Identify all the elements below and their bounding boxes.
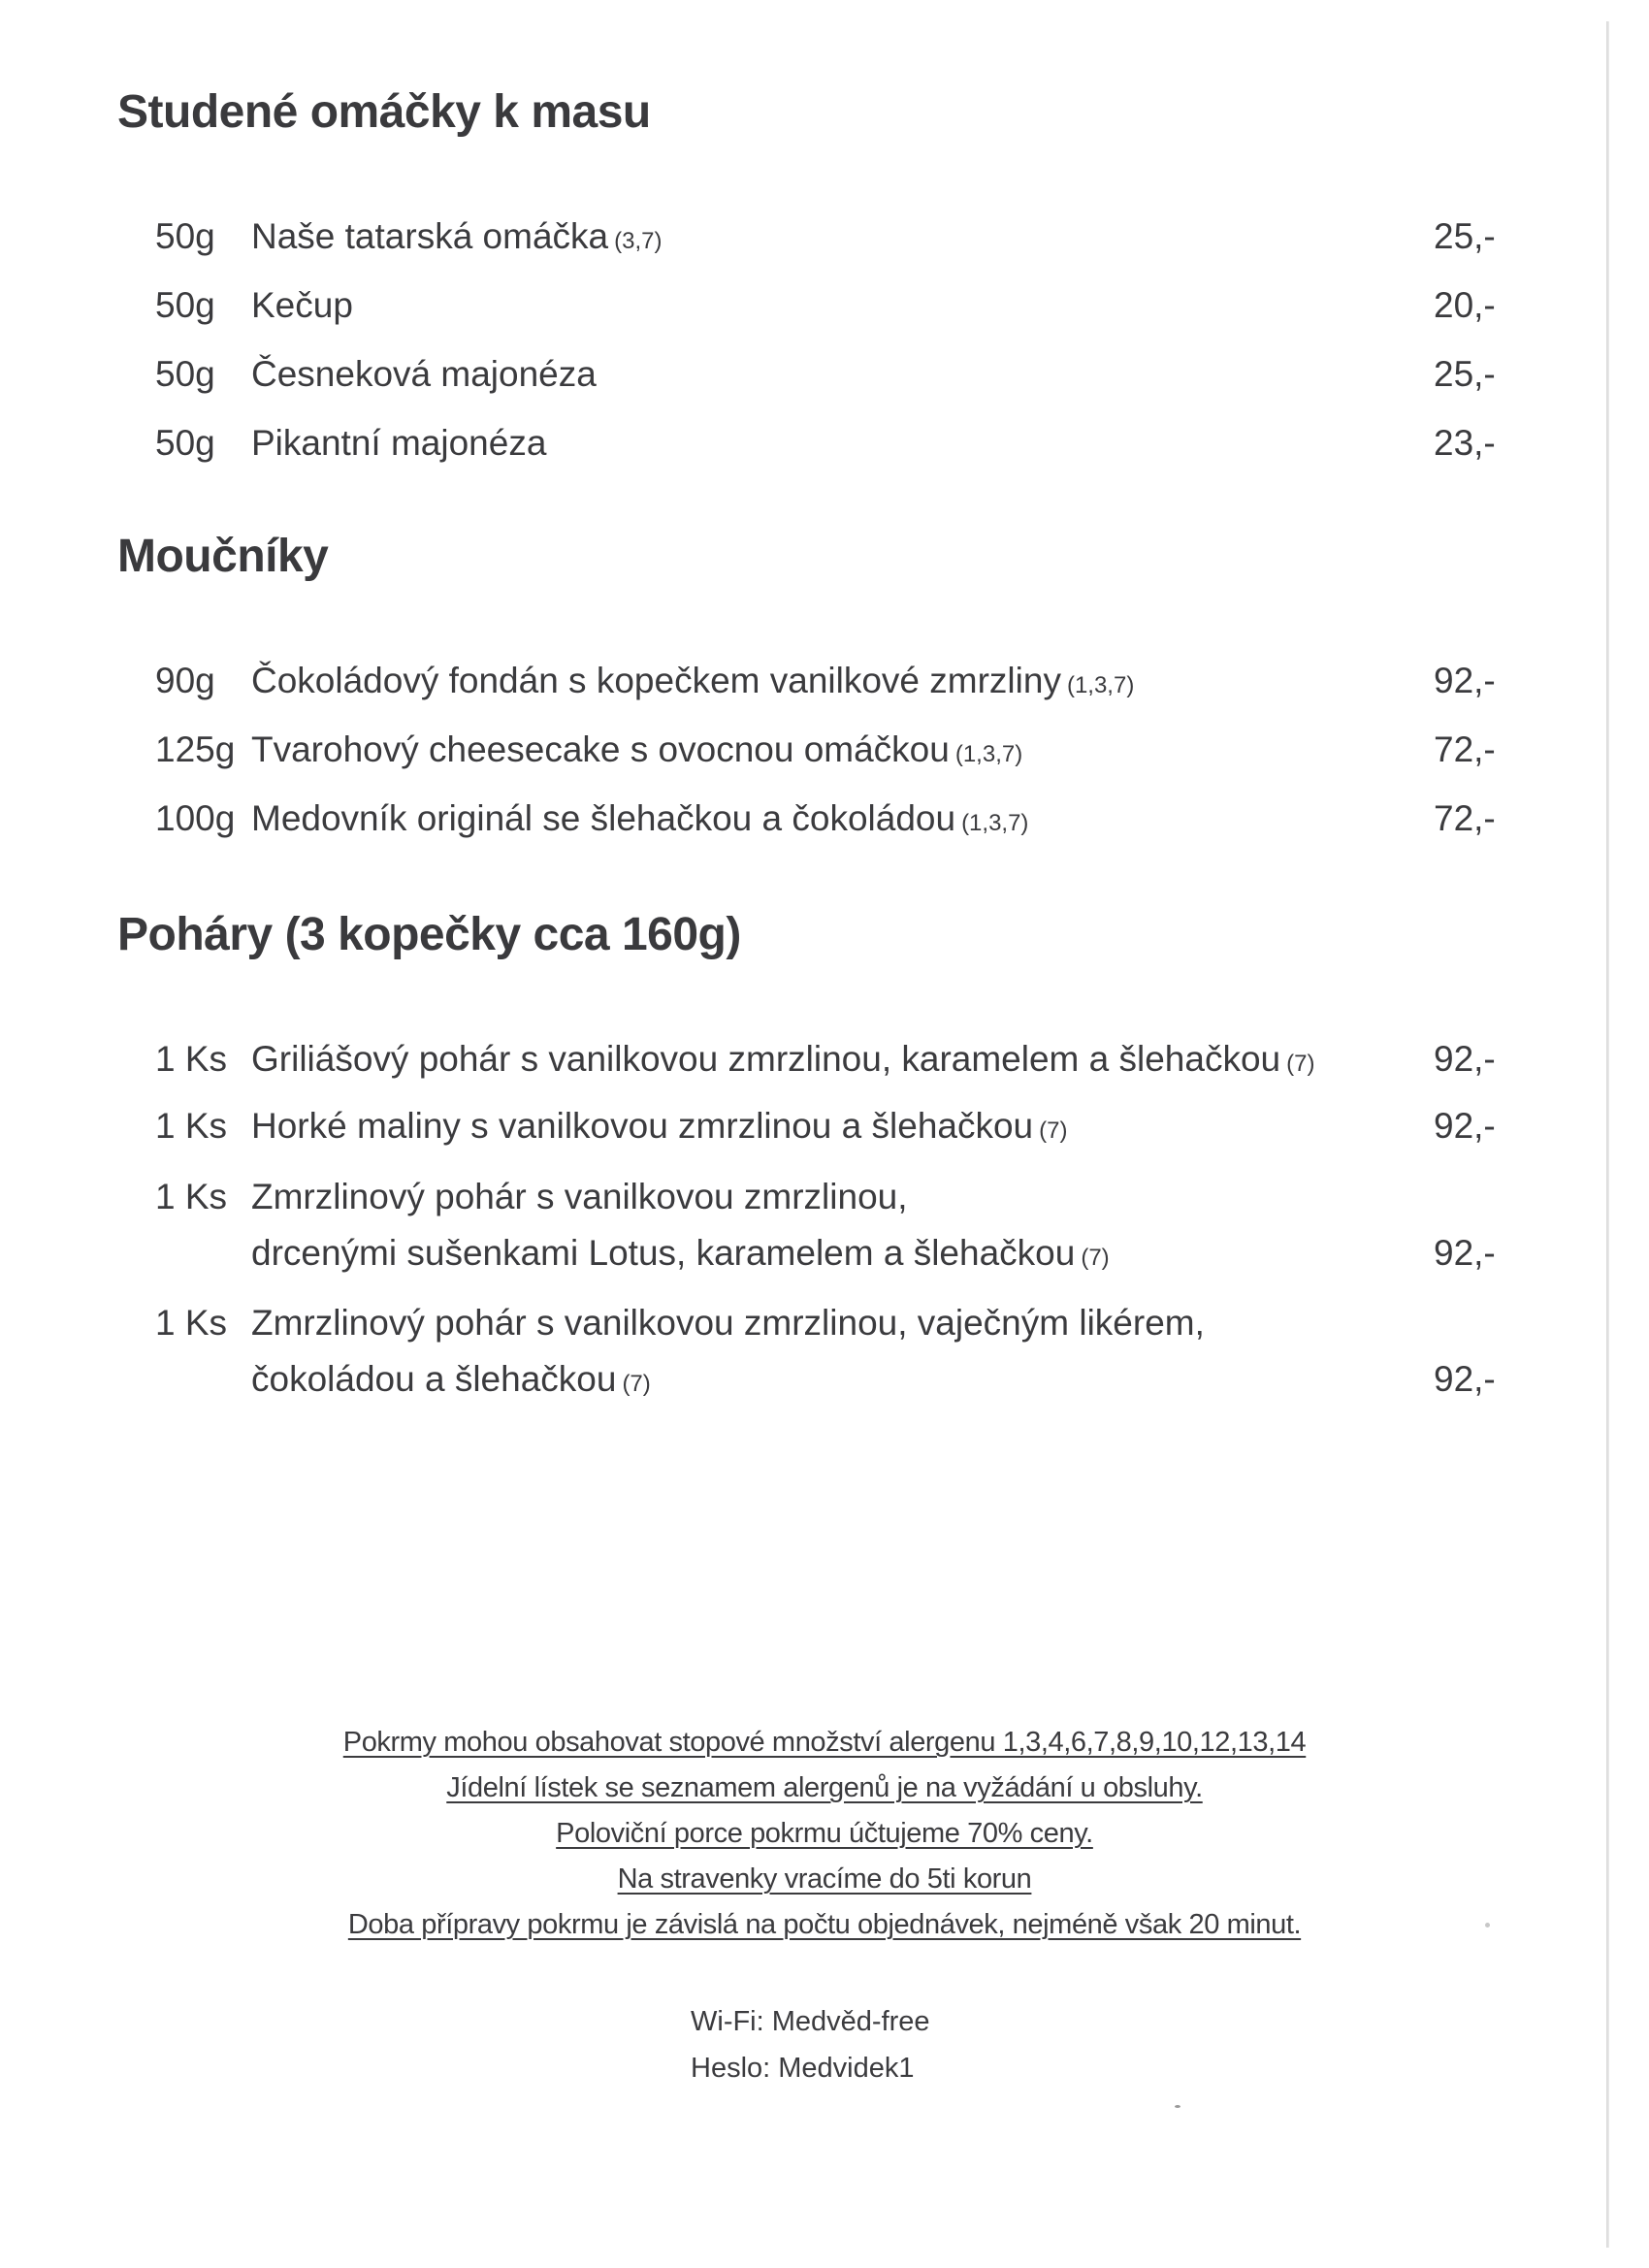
menu-item [0, 345, 1552, 404]
item-name-text: Tvarohový cheesecake s ovocnou omáčkou [251, 729, 950, 769]
item-name-text: Horké maliny s vanilkovou zmrzlinou a šlehačkou [251, 1106, 1034, 1146]
item-name-text: Čokoládový fondán s kopečkem vanilkové zmrzliny [251, 661, 1061, 700]
item-name: Pikantní majonéza [251, 423, 547, 463]
menu-item [0, 414, 1552, 472]
item-name-text: Medovník originál se šlehačkou a čokoládou [251, 798, 956, 838]
item-price: 20,- [1434, 285, 1496, 325]
item-price: 72,- [1434, 798, 1496, 838]
item-quantity: 50g [155, 423, 215, 463]
section-title-desserts: Moučníky [117, 531, 329, 582]
scan-speck [1485, 1923, 1490, 1928]
item-name: Zmrzlinový pohár s vanilkovou zmrzlinou, [251, 1177, 908, 1216]
wifi-password: Heslo: Medvidek1 [691, 2053, 915, 2084]
item-name-text: čokoládou a šlehačkou [251, 1359, 617, 1399]
wifi-network: Wi-Fi: Medvěd-free [691, 2006, 930, 2037]
note-allergens: Pokrmy mohou obsahovat stopové množství alergenu 1,3,4,6,7,8,9,10,12,13,14 [342, 1727, 1307, 1758]
item-name [251, 721, 1022, 784]
item-quantity: 1 Ks [155, 1303, 228, 1343]
item-allergens: (1,3,7) [961, 810, 1029, 836]
item-name: Zmrzlinový pohár s vanilkovou zmrzlinou, vaječným likérem, [251, 1303, 1205, 1343]
item-quantity: 1 Ks [155, 1039, 228, 1079]
item-price: 92,- [1434, 1359, 1496, 1399]
item-price: 92,- [1434, 661, 1496, 700]
menu-item [0, 1097, 1552, 1155]
item-price: 72,- [1434, 729, 1496, 769]
menu-item [0, 1294, 1552, 1409]
menu-item [0, 652, 1552, 710]
menu-item [0, 790, 1552, 848]
scan-speck [1175, 2105, 1180, 2108]
item-allergens: (7) [1081, 1245, 1110, 1271]
item-quantity: 50g [155, 216, 215, 256]
item-name: Kečup [251, 285, 353, 325]
section-title-cups: Poháry (3 kopečky cca 160g) [117, 909, 741, 960]
item-quantity: 50g [155, 285, 215, 325]
item-allergens: (3,7) [614, 228, 663, 254]
item-price: 92,- [1434, 1233, 1496, 1273]
item-price: 92,- [1434, 1106, 1496, 1146]
item-name-text: drcenými sušenkami Lotus, karamelem a šlehačkou [251, 1233, 1076, 1273]
item-price: 25,- [1434, 354, 1496, 394]
item-price: 25,- [1434, 216, 1496, 256]
item-name [251, 790, 1028, 853]
section-title-cold-sauces: Studené omáčky k masu [117, 86, 651, 138]
item-allergens: (7) [622, 1371, 651, 1397]
item-name [251, 652, 1134, 715]
item-name [251, 1097, 1067, 1160]
item-allergens: (7) [1039, 1118, 1068, 1144]
item-name [251, 1030, 1314, 1093]
footer-notes [0, 1720, 1649, 1948]
menu-item [0, 1030, 1552, 1088]
item-name-line2 [251, 1224, 1110, 1287]
menu-item [0, 276, 1552, 335]
item-allergens: (1,3,7) [1066, 672, 1135, 698]
item-quantity: 125g [155, 729, 236, 769]
item-price: 23,- [1434, 423, 1496, 463]
note-half-portion: Poloviční porce pokrmu účtujeme 70% ceny. [556, 1818, 1093, 1849]
item-allergens: (1,3,7) [954, 741, 1023, 767]
item-quantity: 100g [155, 798, 236, 838]
menu-item [0, 721, 1552, 779]
note-allergen-list: Jídelní lístek se seznamem alergenů je na vyžádání u obsluhy. [446, 1772, 1203, 1803]
item-quantity: 50g [155, 354, 215, 394]
note-preparation-time: Doba přípravy pokrmu je závislá na počtu objednávek, nejméně však 20 minut. [347, 1909, 1302, 1940]
item-name-text: Griliášový pohár s vanilkovou zmrzlinou, karamelem a šlehačkou [251, 1039, 1281, 1079]
item-quantity: 1 Ks [155, 1106, 228, 1146]
menu-item [0, 208, 1552, 266]
item-allergens: (7) [1286, 1051, 1315, 1077]
item-name [251, 208, 662, 271]
item-quantity: 90g [155, 661, 215, 700]
wifi-info [691, 1998, 930, 2091]
item-price: 92,- [1434, 1039, 1496, 1079]
item-name-text: Naše tatarská omáčka [251, 216, 609, 256]
item-quantity: 1 Ks [155, 1177, 228, 1216]
item-name: Česneková majonéza [251, 354, 597, 394]
menu-item [0, 1168, 1552, 1282]
item-name-line2 [251, 1350, 651, 1413]
note-meal-vouchers: Na stravenky vracíme do 5ti korun [617, 1863, 1032, 1895]
